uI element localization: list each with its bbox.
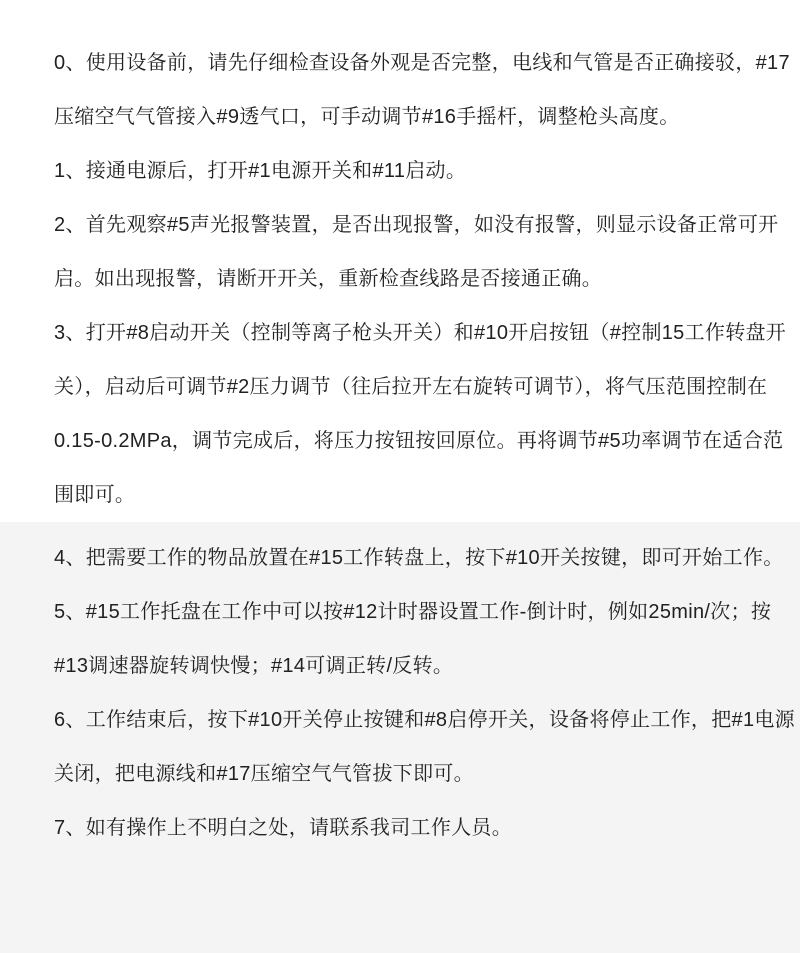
text-line: 关），启动后可调节#2压力调节（往后拉开左右旋转可调节），将气压范围控制在 <box>54 376 768 398</box>
instruction-paragraph <box>54 144 760 198</box>
text-line: 1、接通电源后，打开#1电源开关和#11启动。 <box>54 160 467 182</box>
instructions-section-lower <box>0 522 800 953</box>
instruction-paragraph <box>54 36 790 144</box>
text-line: 5、#15工作托盘在工作中可以按#12计时器设置工作-倒计时，例如25min/次；按 <box>54 601 772 623</box>
instruction-paragraph <box>54 198 779 306</box>
instruction-paragraph <box>54 531 784 585</box>
text-line: 启。如出现报警，请断开开关，重新检查线路是否接通正确。 <box>54 268 603 290</box>
text-line: #13调速器旋转调快慢；#14可调正转/反转。 <box>54 655 454 677</box>
text-line: 关闭，把电源线和#17压缩空气气管拔下即可。 <box>54 763 474 785</box>
text-line: 6、工作结束后，按下#10开关停止按键和#8启停开关，设备将停止工作，把#1电源 <box>54 709 795 731</box>
instruction-paragraph <box>54 306 787 522</box>
text-line: 压缩空气气管接入#9透气口，可手动调节#16手摇杆，调整枪头高度。 <box>54 106 680 128</box>
text-line: 3、打开#8启动开关（控制等离子枪头开关）和#10开启按钮（#控制15工作转盘开 <box>54 322 787 344</box>
instruction-paragraph <box>54 801 760 855</box>
text-line: 0、使用设备前，请先仔细检查设备外观是否完整，电线和气管是否正确接驳，#17 <box>54 52 790 74</box>
instruction-paragraph <box>54 693 795 801</box>
text-line: 7、如有操作上不明白之处，请联系我司工作人员。 <box>54 817 513 839</box>
instruction-paragraph <box>54 585 772 693</box>
text-line: 0.15-0.2MPa，调节完成后，将压力按钮按回原位。再将调节#5功率调节在适合范 <box>54 430 784 452</box>
text-line: 4、把需要工作的物品放置在#15工作转盘上，按下#10开关按键，即可开始工作。 <box>54 547 784 569</box>
text-line: 2、首先观察#5声光报警装置，是否出现报警，如没有报警，则显示设备正常可开 <box>54 214 779 236</box>
text-line: 围即可。 <box>54 484 136 506</box>
